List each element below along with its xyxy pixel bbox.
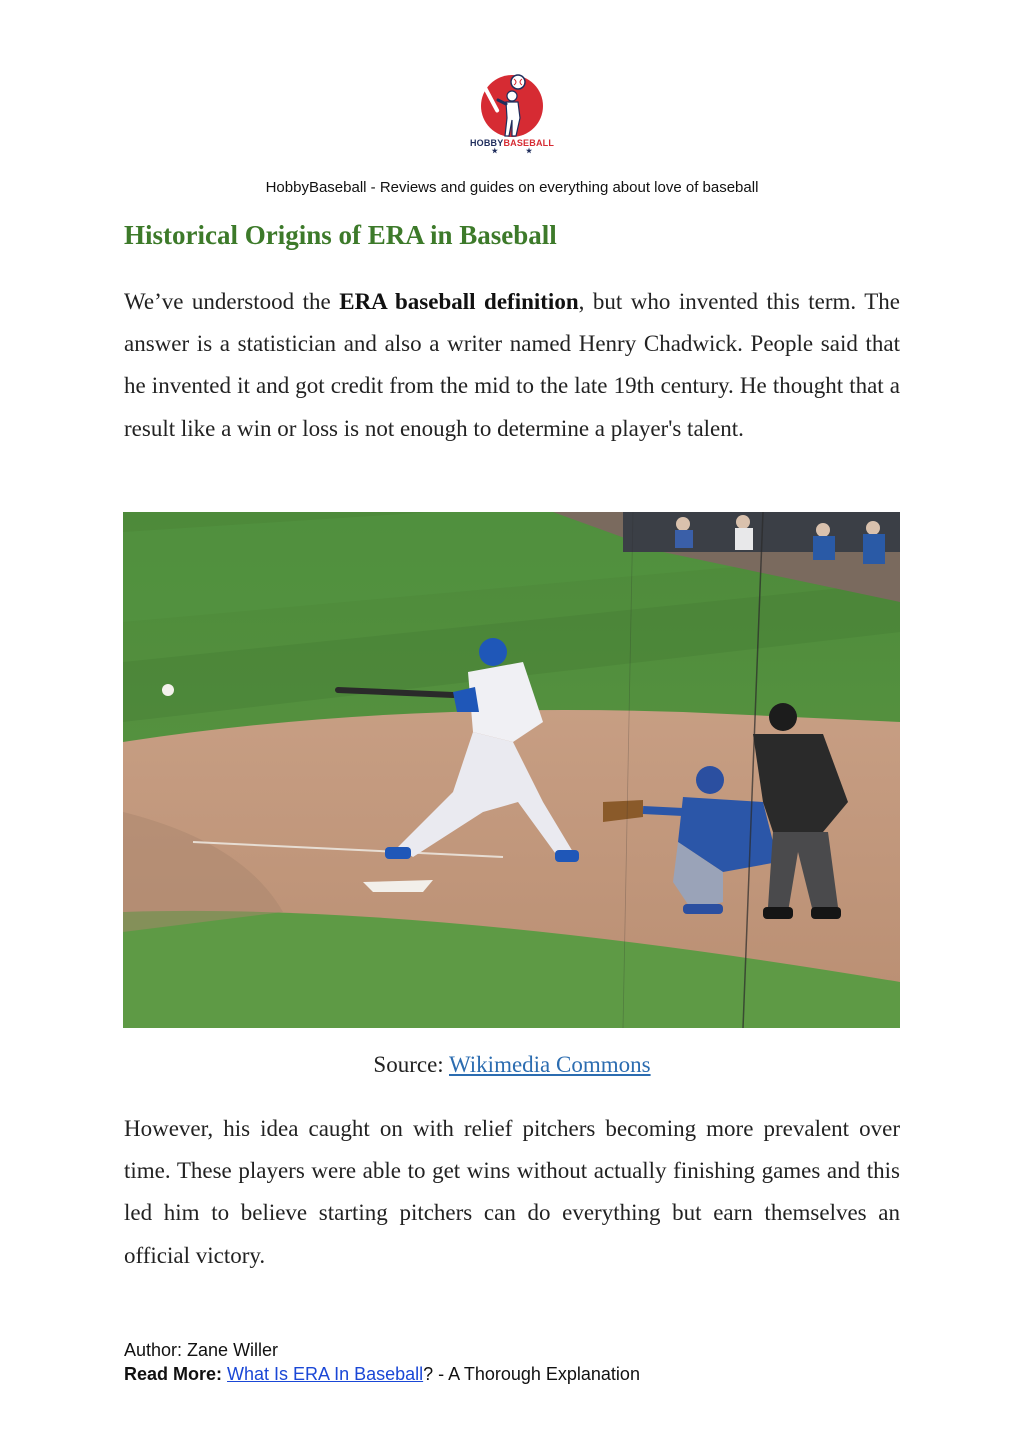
logo-wordmark-part1: HOBBY [469,138,504,148]
image-source-caption [0,1052,1024,1078]
logo-stars-icon: ★ ★ [491,148,533,155]
article-paragraph-1 [124,281,900,450]
source-link[interactable]: Wikimedia Commons [449,1052,651,1077]
page-footer [124,1338,640,1386]
source-label: Source: [373,1052,449,1077]
read-more-label: Read More: [124,1364,223,1384]
para1-text-start: We’ve understood the [124,289,340,314]
site-tagline: HobbyBaseball - Reviews and guides on everything about love of baseball [265,179,759,196]
baseball-photo [123,512,900,1028]
read-more-line [124,1362,640,1386]
read-more-link[interactable]: What Is ERA In Baseball [227,1364,424,1384]
baseball-player-logo-icon [462,70,562,140]
read-more-suffix: ? - A Thorough Explanation [423,1364,640,1384]
batter-swing-image [123,512,900,1028]
article-paragraph-2: However, his idea caught on with relief pitchers becoming more prevalent over time. These players were able to get wins without actually finishing games and this led him to believe starting pitchers can do everything but earn themselves an official victory. [124,1116,900,1268]
author-line: Author: Zane Willer [124,1340,279,1360]
logo-wordmark-part2: BASEBALL [503,138,555,148]
site-logo [462,70,562,162]
article-title: Historical Origins of ERA in Baseball [124,220,557,250]
logo-wordmark [462,138,562,156]
para1-bold-term: ERA baseball definition [339,289,579,314]
para1-text-end: , but who invented this term. The answer is a statistician and also a writer named Henry Chadwick. People said that he invented it and got credit from the mid to the late 19th century. He thought that a result like a win or loss is not enough to determine a player's talent. [124,289,900,441]
